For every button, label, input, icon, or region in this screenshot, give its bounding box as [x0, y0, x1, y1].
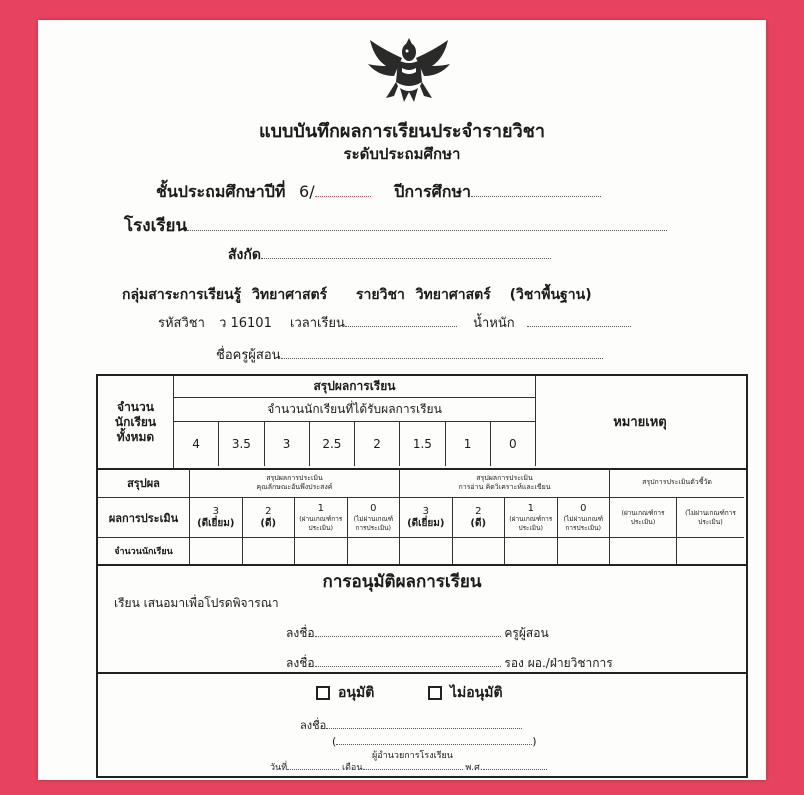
grade-label: ชั้นประถมศึกษาปีที่: [156, 182, 286, 201]
director-name-field[interactable]: [336, 732, 532, 745]
student-count-cell[interactable]: [348, 538, 401, 564]
director-name-line: ( ): [332, 732, 537, 748]
month-field[interactable]: [363, 761, 463, 770]
received-grade-header: จำนวนนักเรียนที่ได้รับผลการเรียน: [174, 398, 536, 422]
indicator-summary-group: สรุปการประเมินตัวชี้วัด: [610, 468, 744, 498]
grade-cell: 1: [446, 422, 491, 466]
grade-value: 6/: [299, 182, 315, 201]
teacher-field[interactable]: [281, 346, 603, 359]
result-row-header: ผลการประเมิน: [98, 498, 190, 538]
school-field[interactable]: [187, 218, 667, 231]
level-label: (ดี): [470, 517, 487, 529]
year-field[interactable]: [471, 184, 601, 197]
assessment-level-header: [453, 498, 506, 538]
level-number: 2: [265, 505, 272, 517]
assessment-level-header: [190, 498, 243, 538]
form-subtitle: ระดับประถมศึกษา: [343, 145, 461, 163]
assessment-level-header: [677, 498, 744, 538]
grade-cell: 1.5: [400, 422, 445, 466]
school-line: [124, 212, 667, 239]
approve-checkbox[interactable]: [316, 686, 330, 700]
assessment-level-header: [348, 498, 401, 538]
grade-room-field[interactable]: [315, 184, 371, 197]
subject-type: (วิชาพื้นฐาน): [509, 287, 592, 303]
level-label: (ไม่ผ่านเกณฑ์การประเมิน): [353, 514, 394, 532]
student-count-row-header: จำนวนนักเรียน: [98, 538, 190, 564]
grade-cell: 2: [355, 422, 400, 466]
grade-line: [156, 180, 601, 205]
year-be-field[interactable]: [483, 761, 547, 770]
level-label: (ผ่านเกณฑ์การประเมิน): [621, 508, 665, 526]
approval-title: การอนุมัติผลการเรียน: [322, 572, 482, 592]
summary-row-header: สรุปผล: [98, 468, 190, 498]
affiliation-field[interactable]: [261, 246, 551, 259]
total-students-header: จำนวน นักเรียน ทั้งหมด: [98, 376, 174, 468]
student-count-cell[interactable]: [677, 538, 744, 564]
credit-label: น้ำหนัก: [473, 316, 515, 331]
student-count-cell[interactable]: [610, 538, 677, 564]
hours-field[interactable]: [345, 314, 457, 327]
assessment-level-header: [295, 498, 348, 538]
level-number: 0: [370, 502, 377, 514]
teacher-line: [216, 344, 603, 365]
day-field[interactable]: [287, 761, 339, 770]
student-count-cell[interactable]: [295, 538, 348, 564]
grade-cell: 3.5: [219, 422, 264, 466]
level-number: 3: [212, 505, 219, 517]
summary-header: สรุปผลการเรียน: [174, 376, 536, 398]
desired-characteristics-group: สรุปผลการประเมิน คุณลักษณะอันพึงประสงค์: [190, 468, 400, 498]
year-label: ปีการศึกษา: [394, 182, 471, 201]
teacher-role: ครูผู้สอน: [504, 626, 549, 640]
student-count-cell[interactable]: [243, 538, 296, 564]
garuda-emblem-icon: [364, 36, 454, 108]
student-count-cell[interactable]: [453, 538, 506, 564]
approve-option[interactable]: อนุมัติ: [316, 682, 374, 704]
level-label: (ดีเยี่ยม): [197, 517, 235, 529]
grade-cell: 2.5: [310, 422, 355, 466]
approval-intro: เรียน เสนอมาเพื่อโปรดพิจารณา: [114, 596, 279, 610]
director-title: ผู้อำนวยการโรงเรียน: [372, 751, 453, 761]
level-label: (ผ่านเกณฑ์การประเมิน): [509, 514, 553, 532]
student-count-cell[interactable]: [190, 538, 243, 564]
assessment-level-header: [505, 498, 558, 538]
affiliation-label: สังกัด: [228, 247, 261, 263]
teacher-signature-field[interactable]: [315, 624, 501, 637]
deputy-signature-line: ลงชื่อ รอง ผอ./ฝ่ายวิชาการ: [286, 656, 613, 670]
form-title: แบบบันทึกผลการเรียนประจำรายวิชา: [258, 121, 546, 142]
level-number: 2: [475, 505, 482, 517]
remarks-header: หมายเหตุ: [613, 414, 667, 430]
teacher-label: ชื่อครูผู้สอน: [216, 348, 281, 363]
group-label: กลุ่มสาระการเรียนรู้: [122, 287, 242, 303]
not-approve-checkbox[interactable]: [428, 686, 442, 700]
group-value: วิทยาศาสตร์: [252, 287, 328, 303]
subject-label: รายวิชา: [356, 287, 405, 303]
code-value: ว 16101: [219, 316, 272, 331]
student-count-cell[interactable]: [400, 538, 453, 564]
form-sheet: [38, 20, 766, 780]
deputy-role: รอง ผอ./ฝ่ายวิชาการ: [504, 656, 613, 670]
level-label: (ไม่ผ่านเกณฑ์การประเมิน): [685, 508, 736, 526]
level-label: (ไม่ผ่านเกณฑ์การประเมิน): [563, 514, 604, 532]
level-number: 1: [317, 502, 324, 514]
hours-label: เวลาเรียน: [290, 316, 345, 331]
date-line: วันที่ เดือน พ.ศ.: [270, 760, 547, 774]
level-label: (ดี): [260, 517, 277, 529]
credit-field[interactable]: [527, 314, 631, 327]
assessment-level-header: [243, 498, 296, 538]
code-line: [158, 312, 631, 333]
not-approve-option[interactable]: ไม่อนุมัติ: [428, 682, 503, 704]
subject-line: [122, 284, 592, 306]
level-label: (ดีเยี่ยม): [407, 517, 445, 529]
grade-cell: 4: [174, 422, 219, 466]
director-signature-field[interactable]: [326, 716, 522, 729]
school-label: โรงเรียน: [124, 216, 188, 236]
student-count-cell[interactable]: [505, 538, 558, 564]
grade-cell: 3: [265, 422, 310, 466]
subject-value: วิทยาศาสตร์: [415, 287, 491, 303]
assessment-level-header: [610, 498, 677, 538]
level-label: (ผ่านเกณฑ์การประเมิน): [299, 514, 343, 532]
affiliation-line: [228, 244, 551, 266]
student-count-cell[interactable]: [558, 538, 611, 564]
code-label: รหัสวิชา: [158, 316, 205, 331]
reading-thinking-writing-group: สรุปผลการประเมิน การอ่าน คิดวิเคราะห์และเขียน: [400, 468, 610, 498]
level-number: 3: [422, 505, 429, 517]
level-number: 0: [580, 502, 587, 514]
assessment-level-header: [558, 498, 611, 538]
director-signature-line: ลงชื่อ: [300, 716, 522, 734]
assessment-level-header: [400, 498, 453, 538]
level-number: 1: [527, 502, 534, 514]
teacher-signature-line: ลงชื่อ ครูผู้สอน: [286, 626, 549, 640]
deputy-signature-field[interactable]: [315, 654, 501, 667]
grade-cell: 0: [491, 422, 536, 466]
